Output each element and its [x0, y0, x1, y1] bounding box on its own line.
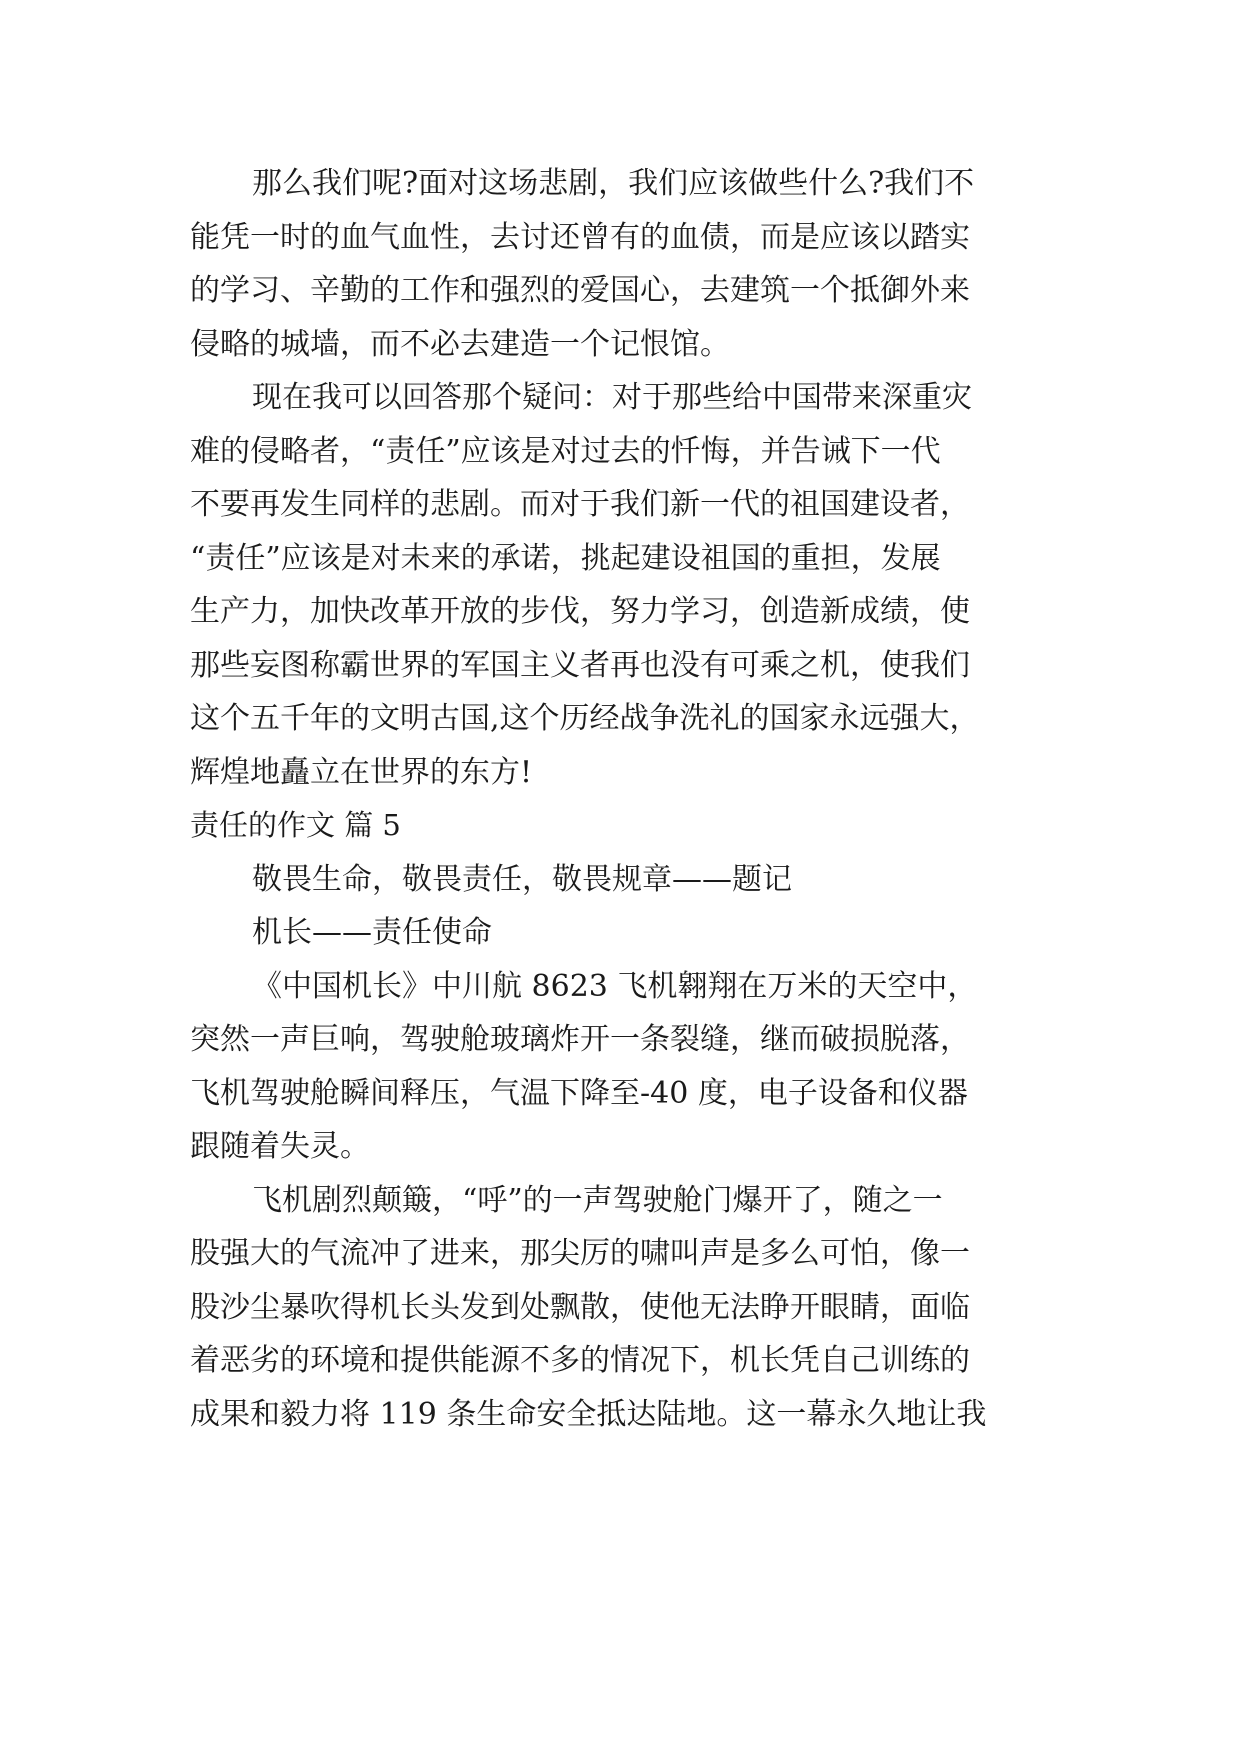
text-line: 侵略的城墙，而不必去建造一个记恨馆。 — [190, 326, 730, 362]
text-line: 飞机驾驶舱瞬间释压，气温下降至-40 度，电子设备和仪器 — [190, 1075, 968, 1111]
essay-body — [190, 157, 1052, 1441]
text-line: 成果和毅力将 119 条生命安全抵达陆地。这一幕永久地让我 — [190, 1396, 987, 1432]
text-line: 股强大的气流冲了进来，那尖厉的啸叫声是多么可怕，像一 — [190, 1236, 970, 1271]
paragraph-flight-incident — [190, 960, 1052, 1174]
epigraph: 敬畏生命，敬畏责任，敬畏规章——题记 — [252, 861, 792, 897]
text-line: 生产力，加快改革开放的步伐，努力学习，创造新成绩，使 — [190, 594, 970, 629]
paragraph-conclusion-question — [190, 157, 1052, 371]
text-line: 那么我们呢?面对这场悲剧，我们应该做些什么?我们不 — [252, 166, 975, 201]
text-line: 着恶劣的环境和提供能源不多的情况下，机长凭自己训练的 — [190, 1343, 970, 1378]
text-line: 股沙尘暴吹得机长头发到处飘散，使他无法睁开眼睛，面临 — [190, 1289, 970, 1325]
section-subtitle: 机长——责任使命 — [252, 915, 492, 950]
text-line: 不要再发生同样的悲剧。而对于我们新一代的祖国建设者， — [190, 487, 970, 522]
text-line: “责任”应该是对未来的承诺，挑起建设祖国的重担，发展 — [190, 540, 941, 576]
text-line: 《中国机长》中川航 8623 飞机翱翔在万米的天空中， — [252, 968, 978, 1004]
text-line: 飞机剧烈颠簸，“呼”的一声驾驶舱门爆开了，随之一 — [252, 1182, 943, 1218]
text-line: 辉煌地矗立在世界的东方! — [190, 754, 533, 790]
paragraph-captain-response — [190, 1174, 1052, 1442]
essay-title: 责任的作文 篇 5 — [190, 808, 401, 842]
text-line: 的学习、辛勤的工作和强烈的爱国心，去建筑一个抵御外来 — [190, 273, 970, 308]
text-line: 那些妄图称霸世界的军国主义者再也没有可乘之机，使我们 — [190, 647, 970, 683]
text-line: 突然一声巨响，驾驶舱玻璃炸开一条裂缝，继而破损脱落， — [190, 1022, 970, 1057]
text-line: 跟随着失灵。 — [190, 1129, 370, 1164]
paragraph-responsibility-answer — [190, 371, 1052, 799]
text-line: 能凭一时的血气血性，去讨还曾有的血债，而是应该以踏实 — [190, 219, 970, 255]
text-line: 现在我可以回答那个疑问：对于那些给中国带来深重灾 — [252, 380, 972, 415]
text-line: 这个五千年的文明古国,这个历经战争洗礼的国家永远强大， — [190, 701, 980, 736]
text-line: 难的侵略者，“责任”应该是对过去的忏悔，并告诫下一代 — [190, 433, 941, 469]
